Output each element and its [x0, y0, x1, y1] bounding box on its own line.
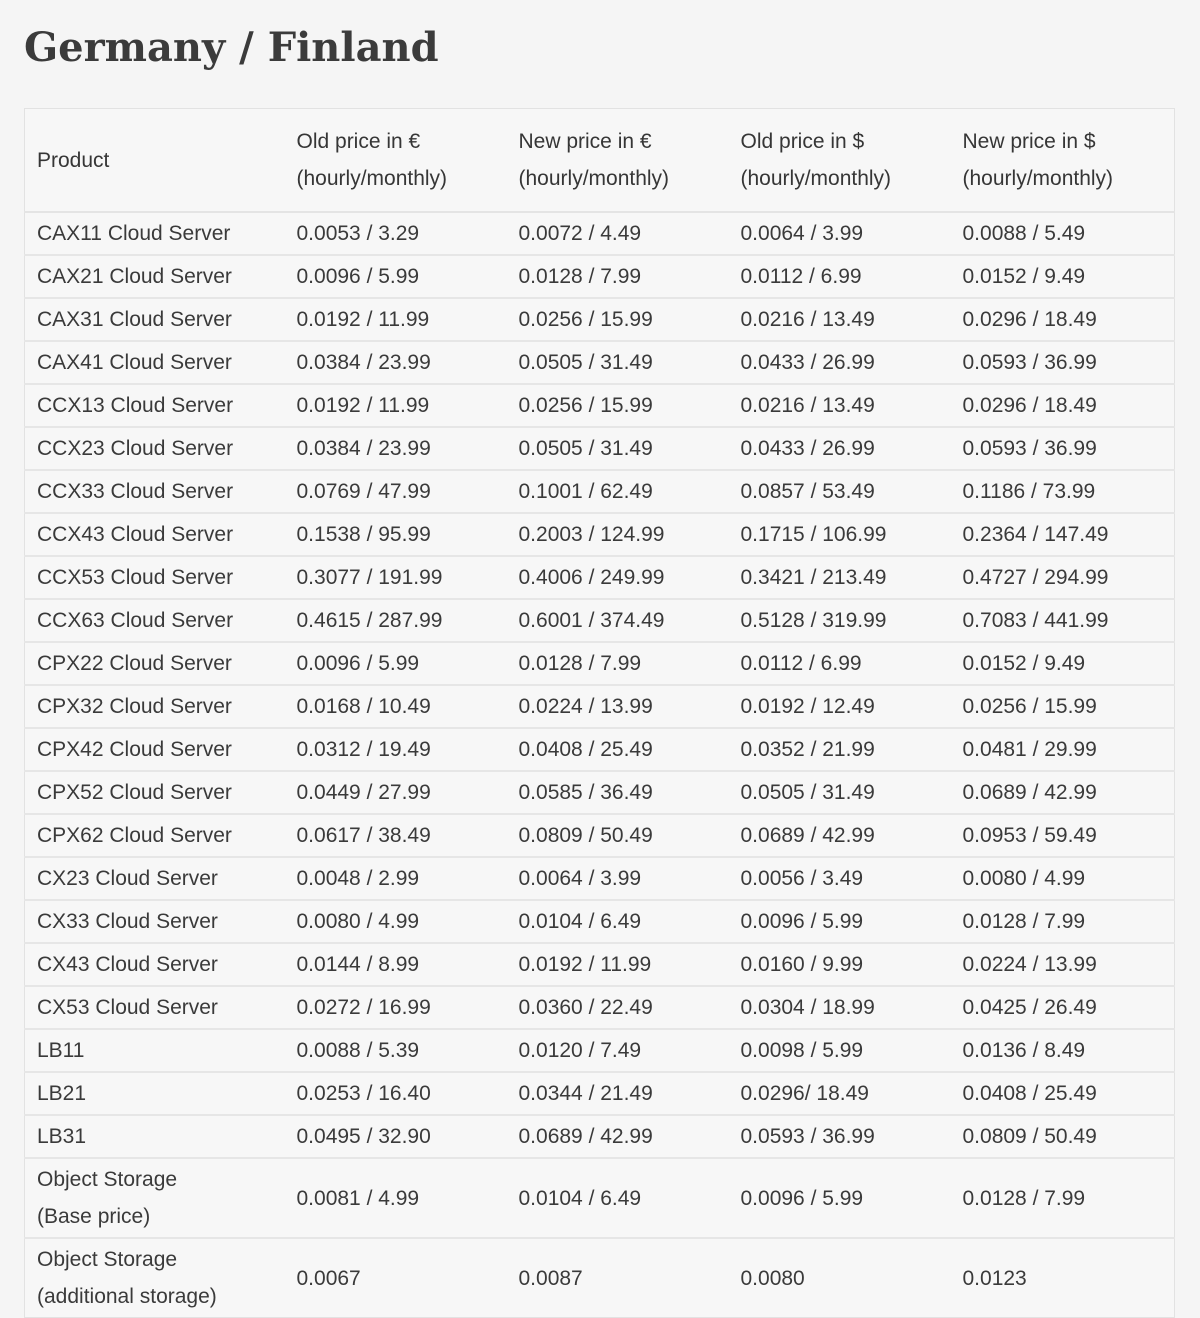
product-cell: CPX32 Cloud Server — [25, 685, 285, 728]
old-price-usd-cell: 0.0593 / 36.99 — [729, 1115, 951, 1158]
new-price-usd-cell: 0.0408 / 25.49 — [951, 1072, 1175, 1115]
table-row — [25, 1029, 1175, 1072]
new-price-usd-cell: 0.0256 / 15.99 — [951, 685, 1175, 728]
old-price-eur-cell: 0.0168 / 10.49 — [285, 685, 507, 728]
table-row — [25, 1115, 1175, 1158]
old-price-usd-cell: 0.0857 / 53.49 — [729, 470, 951, 513]
table-row — [25, 642, 1175, 685]
header-new-price-eur — [507, 109, 729, 213]
product-cell: CX43 Cloud Server — [25, 943, 285, 986]
old-price-eur-cell: 0.0048 / 2.99 — [285, 857, 507, 900]
new-price-eur-cell: 0.0128 / 7.99 — [507, 255, 729, 298]
table-body — [25, 212, 1175, 1318]
header-sublabel: (hourly/monthly) — [518, 167, 670, 190]
product-cell: CAX11 Cloud Server — [25, 212, 285, 255]
new-price-usd-cell: 0.0224 / 13.99 — [951, 943, 1175, 986]
table-row — [25, 298, 1175, 341]
new-price-usd-cell: 0.2364 / 147.49 — [951, 513, 1175, 556]
new-price-eur-cell: 0.0256 / 15.99 — [507, 298, 729, 341]
product-cell: CAX31 Cloud Server — [25, 298, 285, 341]
table-row — [25, 771, 1175, 814]
old-price-usd-cell: 0.0689 / 42.99 — [729, 814, 951, 857]
table-row — [25, 1072, 1175, 1115]
new-price-eur-cell: 0.0689 / 42.99 — [507, 1115, 729, 1158]
table-header-row — [25, 109, 1175, 213]
new-price-eur-cell: 0.0256 / 15.99 — [507, 384, 729, 427]
product-cell: CPX62 Cloud Server — [25, 814, 285, 857]
table-row — [25, 384, 1175, 427]
new-price-eur-cell: 0.0809 / 50.49 — [507, 814, 729, 857]
new-price-eur-cell: 0.1001 / 62.49 — [507, 470, 729, 513]
old-price-eur-cell: 0.0088 / 5.39 — [285, 1029, 507, 1072]
price-table — [24, 108, 1175, 1318]
old-price-eur-cell: 0.0495 / 32.90 — [285, 1115, 507, 1158]
new-price-usd-cell: 0.0088 / 5.49 — [951, 212, 1175, 255]
product-cell: CX23 Cloud Server — [25, 857, 285, 900]
old-price-usd-cell: 0.0096 / 5.99 — [729, 1158, 951, 1238]
old-price-usd-cell: 0.0296/ 18.49 — [729, 1072, 951, 1115]
new-price-eur-cell: 0.0224 / 13.99 — [507, 685, 729, 728]
new-price-usd-cell: 0.0080 / 4.99 — [951, 857, 1175, 900]
new-price-eur-cell: 0.0104 / 6.49 — [507, 900, 729, 943]
table-row — [25, 857, 1175, 900]
old-price-usd-cell: 0.0160 / 9.99 — [729, 943, 951, 986]
header-product-label: Product — [37, 148, 110, 172]
new-price-usd-cell: 0.0809 / 50.49 — [951, 1115, 1175, 1158]
old-price-eur-cell: 0.0144 / 8.99 — [285, 943, 507, 986]
product-cell: CCX13 Cloud Server — [25, 384, 285, 427]
old-price-eur-cell: 0.0617 / 38.49 — [285, 814, 507, 857]
header-old-price-usd — [729, 109, 951, 213]
product-cell: CX53 Cloud Server — [25, 986, 285, 1029]
new-price-eur-cell: 0.0360 / 22.49 — [507, 986, 729, 1029]
header-label: Old price in $ — [740, 130, 865, 153]
old-price-usd-cell: 0.0192 / 12.49 — [729, 685, 951, 728]
new-price-usd-cell: 0.0425 / 26.49 — [951, 986, 1175, 1029]
new-price-usd-cell: 0.0128 / 7.99 — [951, 900, 1175, 943]
header-old-price-eur — [285, 109, 507, 213]
table-row — [25, 341, 1175, 384]
new-price-eur-cell: 0.0505 / 31.49 — [507, 341, 729, 384]
new-price-eur-cell: 0.0585 / 36.49 — [507, 771, 729, 814]
old-price-usd-cell: 0.0112 / 6.99 — [729, 255, 951, 298]
product-cell: CAX41 Cloud Server — [25, 341, 285, 384]
product-cell — [25, 1158, 285, 1238]
new-price-usd-cell: 0.0593 / 36.99 — [951, 427, 1175, 470]
table-row — [25, 470, 1175, 513]
new-price-eur-cell: 0.0104 / 6.49 — [507, 1158, 729, 1238]
product-cell: CX33 Cloud Server — [25, 900, 285, 943]
old-price-usd-cell: 0.0505 / 31.49 — [729, 771, 951, 814]
old-price-eur-cell: 0.0192 / 11.99 — [285, 384, 507, 427]
old-price-usd-cell: 0.0064 / 3.99 — [729, 212, 951, 255]
old-price-eur-cell: 0.0096 / 5.99 — [285, 642, 507, 685]
old-price-eur-cell: 0.0053 / 3.29 — [285, 212, 507, 255]
old-price-eur-cell: 0.0081 / 4.99 — [285, 1158, 507, 1238]
product-name: Object Storage — [37, 1248, 178, 1271]
new-price-eur-cell: 0.0064 / 3.99 — [507, 857, 729, 900]
old-price-eur-cell: 0.0312 / 19.49 — [285, 728, 507, 771]
old-price-usd-cell: 0.0098 / 5.99 — [729, 1029, 951, 1072]
old-price-eur-cell: 0.3077 / 191.99 — [285, 556, 507, 599]
product-cell — [25, 1238, 285, 1318]
table-row — [25, 212, 1175, 255]
old-price-usd-cell: 0.3421 / 213.49 — [729, 556, 951, 599]
old-price-eur-cell: 0.0769 / 47.99 — [285, 470, 507, 513]
product-cell: CPX42 Cloud Server — [25, 728, 285, 771]
new-price-eur-cell: 0.0120 / 7.49 — [507, 1029, 729, 1072]
table-row — [25, 986, 1175, 1029]
new-price-eur-cell: 0.0087 — [518, 1266, 583, 1290]
old-price-eur-cell: 0.0449 / 27.99 — [285, 771, 507, 814]
old-price-eur-cell: 0.1538 / 95.99 — [285, 513, 507, 556]
old-price-usd-cell: 0.0304 / 18.99 — [729, 986, 951, 1029]
new-price-usd-cell: 0.0152 / 9.49 — [951, 255, 1175, 298]
new-price-usd-cell: 0.0296 / 18.49 — [951, 298, 1175, 341]
table-row — [25, 900, 1175, 943]
table-row — [25, 685, 1175, 728]
table-row — [25, 427, 1175, 470]
table-row — [25, 599, 1175, 642]
new-price-usd-cell: 0.0953 / 59.49 — [951, 814, 1175, 857]
table-row — [25, 814, 1175, 857]
new-price-eur-cell: 0.0408 / 25.49 — [507, 728, 729, 771]
table-row — [25, 943, 1175, 986]
table-row — [25, 1158, 1175, 1238]
header-new-price-usd — [951, 109, 1175, 213]
new-price-usd-cell: 0.7083 / 441.99 — [951, 599, 1175, 642]
table-row — [25, 728, 1175, 771]
header-label: New price in € — [518, 130, 652, 153]
new-price-eur-cell: 0.2003 / 124.99 — [507, 513, 729, 556]
old-price-usd-cell: 0.0216 / 13.49 — [729, 384, 951, 427]
new-price-usd-cell: 0.0296 / 18.49 — [951, 384, 1175, 427]
page-title: Germany / Finland — [24, 24, 439, 71]
product-cell: CPX52 Cloud Server — [25, 771, 285, 814]
old-price-usd-cell: 0.0056 / 3.49 — [729, 857, 951, 900]
header-product — [25, 109, 285, 213]
table-row — [25, 1238, 1175, 1318]
new-price-eur-cell: 0.6001 / 374.49 — [507, 599, 729, 642]
new-price-usd-cell: 0.0593 / 36.99 — [951, 341, 1175, 384]
new-price-usd-cell: 0.0128 / 7.99 — [951, 1158, 1175, 1238]
header-label: New price in $ — [962, 130, 1096, 153]
old-price-usd-cell: 0.0080 — [740, 1266, 805, 1290]
product-cell: LB21 — [25, 1072, 285, 1115]
new-price-usd-cell: 0.0481 / 29.99 — [951, 728, 1175, 771]
product-name: Object Storage — [37, 1168, 178, 1191]
product-note: (additional storage) — [37, 1285, 217, 1308]
old-price-usd-cell: 0.0112 / 6.99 — [729, 642, 951, 685]
product-cell: CCX23 Cloud Server — [25, 427, 285, 470]
old-price-usd-cell: 0.0352 / 21.99 — [729, 728, 951, 771]
product-note: (Base price) — [37, 1205, 151, 1228]
product-cell: LB11 — [25, 1029, 285, 1072]
table-row — [25, 255, 1175, 298]
new-price-eur-cell: 0.0072 / 4.49 — [507, 212, 729, 255]
new-price-eur-cell: 0.0344 / 21.49 — [507, 1072, 729, 1115]
new-price-eur-cell: 0.4006 / 249.99 — [507, 556, 729, 599]
old-price-eur-cell: 0.4615 / 287.99 — [285, 599, 507, 642]
old-price-eur-cell: 0.0272 / 16.99 — [285, 986, 507, 1029]
old-price-eur-cell: 0.0384 / 23.99 — [285, 341, 507, 384]
product-cell: CCX33 Cloud Server — [25, 470, 285, 513]
new-price-usd-cell: 0.0136 / 8.49 — [951, 1029, 1175, 1072]
header-sublabel: (hourly/monthly) — [740, 167, 892, 190]
new-price-usd-cell: 0.0152 / 9.49 — [951, 642, 1175, 685]
old-price-usd-cell: 0.0096 / 5.99 — [729, 900, 951, 943]
product-cell: CAX21 Cloud Server — [25, 255, 285, 298]
new-price-usd-cell: 0.1186 / 73.99 — [951, 470, 1175, 513]
new-price-eur-cell: 0.0128 / 7.99 — [507, 642, 729, 685]
new-price-eur-cell: 0.0192 / 11.99 — [507, 943, 729, 986]
old-price-usd-cell: 0.1715 / 106.99 — [729, 513, 951, 556]
new-price-usd-cell: 0.0123 — [962, 1266, 1027, 1290]
old-price-usd-cell: 0.0216 / 13.49 — [729, 298, 951, 341]
product-cell: LB31 — [25, 1115, 285, 1158]
product-cell: CCX43 Cloud Server — [25, 513, 285, 556]
old-price-eur-cell: 0.0067 — [296, 1266, 361, 1290]
product-cell: CPX22 Cloud Server — [25, 642, 285, 685]
new-price-usd-cell: 0.4727 / 294.99 — [951, 556, 1175, 599]
old-price-usd-cell: 0.0433 / 26.99 — [729, 427, 951, 470]
table-row — [25, 556, 1175, 599]
header-sublabel: (hourly/monthly) — [296, 167, 448, 190]
new-price-eur-cell: 0.0505 / 31.49 — [507, 427, 729, 470]
old-price-eur-cell: 0.0384 / 23.99 — [285, 427, 507, 470]
old-price-eur-cell: 0.0080 / 4.99 — [285, 900, 507, 943]
new-price-usd-cell: 0.0689 / 42.99 — [951, 771, 1175, 814]
old-price-eur-cell: 0.0192 / 11.99 — [285, 298, 507, 341]
old-price-usd-cell: 0.5128 / 319.99 — [729, 599, 951, 642]
table-row — [25, 513, 1175, 556]
product-cell: CCX53 Cloud Server — [25, 556, 285, 599]
old-price-eur-cell: 0.0096 / 5.99 — [285, 255, 507, 298]
product-cell: CCX63 Cloud Server — [25, 599, 285, 642]
old-price-usd-cell: 0.0433 / 26.99 — [729, 341, 951, 384]
header-sublabel: (hourly/monthly) — [962, 167, 1114, 190]
old-price-eur-cell: 0.0253 / 16.40 — [285, 1072, 507, 1115]
header-label: Old price in € — [296, 130, 421, 153]
